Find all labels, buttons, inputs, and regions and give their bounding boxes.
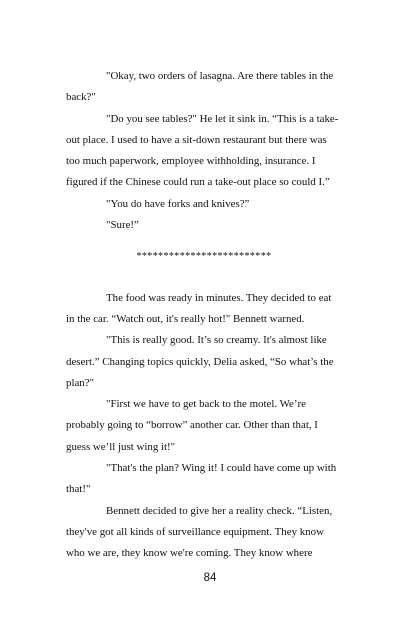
paragraph: "Do you see tables?" He let it sink in. “This is a take-out place. I used to have a sit-down restaurant but there was too much paperwork, employee withholding, insurance. I figured if the Chinese could run a take-out place so could I.” <box>66 112 339 189</box>
paragraph: "Sure!” <box>106 219 139 232</box>
paragraph: "You do have forks and knives?” <box>106 197 250 210</box>
paragraph: "Okay, two orders of lasagna. Are there tables in the back?" <box>66 70 334 104</box>
page-text-block <box>66 66 342 565</box>
page-number: 84 <box>203 572 217 584</box>
paragraph: "First we have to get back to the motel. We’re probably going to “borrow” another car. Other than that, I guess we’ll just wing it!" <box>66 398 318 453</box>
paragraph: The food was ready in minutes. They decided to eat in the car. “Watch out, it's really hot!" Bennett warned. <box>66 291 332 325</box>
paragraph: "This is really good. It’s so creamy. It's almost like desert.” Changing topics quickly, Delia asked, “So what’s the plan?" <box>66 334 334 389</box>
paragraph: Bennett decided to give her a reality check. “Listen, they've got all kinds of surveillance equipment. They know who we are, they know we're coming. They know where <box>66 504 333 560</box>
paragraph: "That's the plan? Wing it! I could have come up with that!" <box>66 462 337 496</box>
scene-break-separator: ************************* <box>136 251 272 263</box>
